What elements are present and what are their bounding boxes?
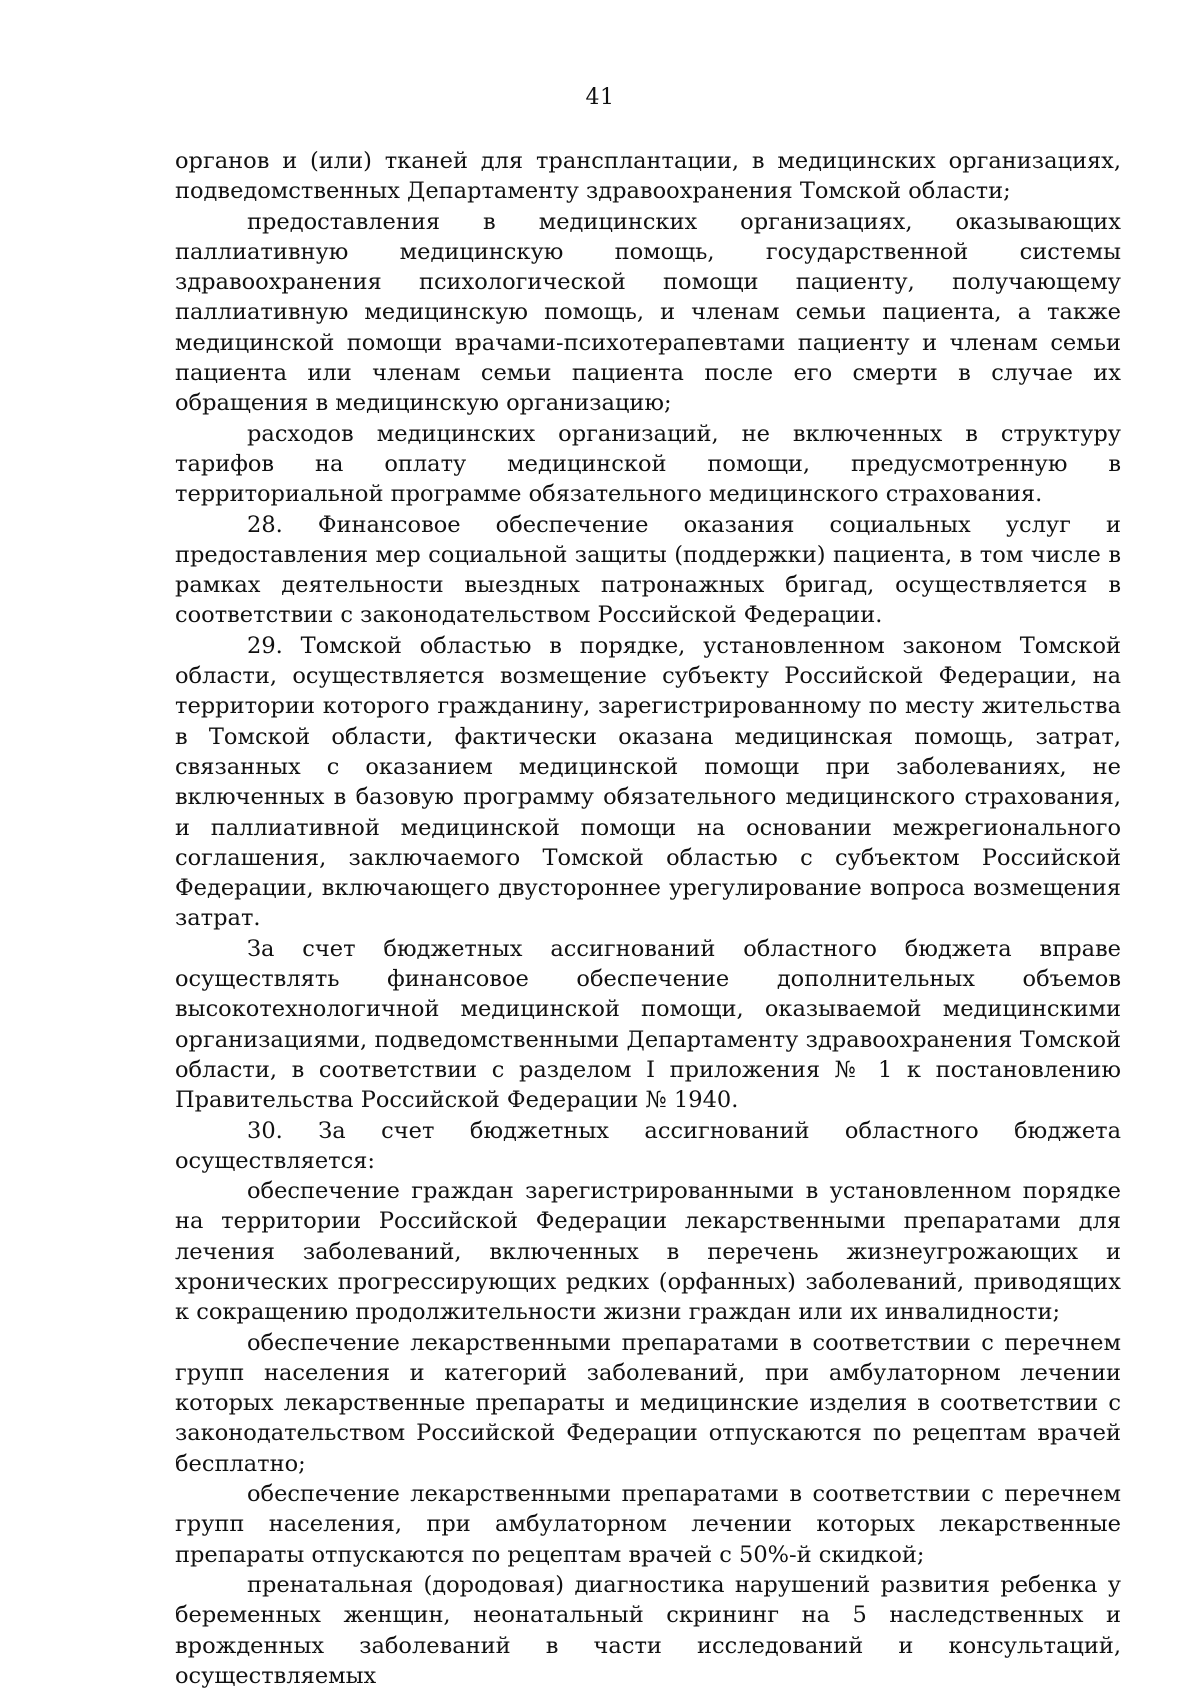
paragraph: обеспечение граждан зарегистрированными в установленном порядке на территории Российской Федерации лекарственными препаратами для лечения заболеваний, включенных в перечень жизнеугрожающих и хронических прогрессирующих редких (орфанных) заболеваний, приводящих к сокращению продолжительности жизни граждан или их инвалидности; (175, 1178, 1121, 1326)
paragraph: органов и (или) тканей для трансплантации, в медицинских организациях, подведомственных Департаменту здравоохранения Томской области; (175, 148, 1121, 205)
page-number: 41 (585, 85, 615, 110)
paragraph: пренатальная (дородовая) диагностика нарушений развития ребенка у беременных женщин, неонатальный скрининг на 5 наследственных и врожденных заболеваний в части исследований и консультаций, осуществляемых (175, 1571, 1121, 1689)
paragraph-item-29: 29. Томской областью в порядке, установленном законом Томской области, осуществляется возмещение субъекту Российской Федерации, на территории которого гражданину, зарегистрированному по месту жительства в Томской области, фактически оказана медицинская помощь, затрат, связанных с оказанием медицинской помощи при заболеваниях, не включенных в базовую программу обязательного медицинского страхования, и паллиативной медицинской помощи на основании межрегионального соглашения, заключаемого Томской областью с субъектом Российской Федерации, включающего двустороннее урегулирование вопроса возмещения затрат. (175, 632, 1121, 932)
paragraph-item-30: 30. За счет бюджетных ассигнований областного бюджета осуществляется: (175, 1117, 1121, 1174)
paragraph: расходов медицинских организаций, не включенных в структуру тарифов на оплату медицинской помощи, предусмотренную в территориальной программе обязательного медицинского страхования. (175, 420, 1121, 508)
document-body (175, 146, 1121, 1691)
paragraph-item-28: 28. Финансовое обеспечение оказания социальных услуг и предоставления мер социальной защиты (поддержки) пациента, в том числе в рамках деятельности выездных патронажных бригад, осуществляется в соответствии с законодательством Российской Федерации. (175, 511, 1121, 629)
paragraph: предоставления в медицинских организациях, оказывающих паллиативную медицинскую помощь, государственной системы здравоохранения психологической помощи пациенту, получающему паллиативную медицинскую помощь, и членам семьи пациента, а также медицинской помощи врачами-психотерапевтами пациенту и членам семьи пациента или членам семьи пациента после его смерти в случае их обращения в медицинскую организацию; (175, 208, 1121, 417)
paragraph: обеспечение лекарственными препаратами в соответствии с перечнем групп населения и категорий заболеваний, при амбулаторном лечении которых лекарственные препараты и медицинские изделия в соответствии с законодательством Российской Федерации отпускаются по рецептам врачей бесплатно; (175, 1329, 1121, 1477)
paragraph: обеспечение лекарственными препаратами в соответствии с перечнем групп населения, при амбулаторном лечении которых лекарственные препараты отпускаются по рецептам врачей с 50%-й скидкой; (175, 1481, 1121, 1568)
paragraph: За счет бюджетных ассигнований областного бюджета вправе осуществлять финансовое обеспечение дополнительных объемов высокотехнологичной медицинской помощи, оказываемой медицинскими организациями, подведомственными Департаменту здравоохранения Томской области, в соответствии с разделом I приложения № 1 к постановлению Правительства Российской Федерации № 1940. (175, 935, 1121, 1114)
